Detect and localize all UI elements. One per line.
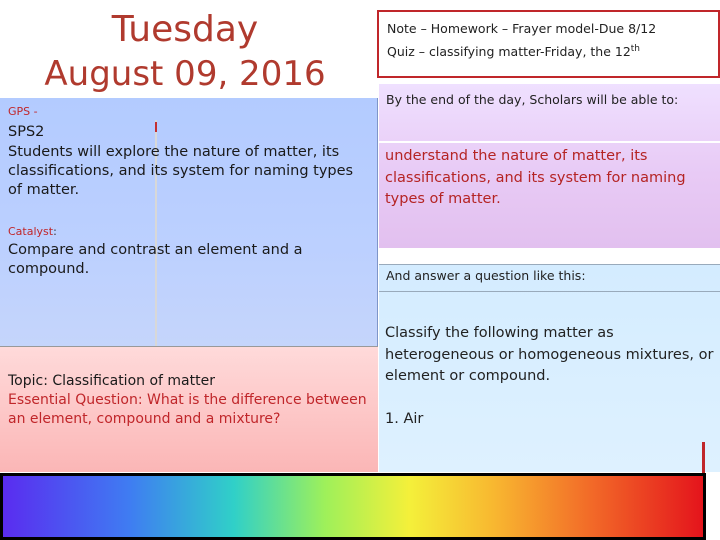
- question-intro-rule: [379, 291, 720, 292]
- quiz-note-line: [387, 39, 710, 62]
- quiz-note-text: Quiz – classifying matter-Friday, the 12: [387, 44, 631, 60]
- essential-question: Essential Question: What is the difference between an element, compound and a mixture?: [8, 392, 367, 427]
- date-full: August 09, 2016: [44, 54, 326, 94]
- date-heading: [40, 8, 330, 96]
- rainbow-gradient-bar: [0, 473, 706, 540]
- standard-code: SPS2: [8, 124, 45, 140]
- red-tick-mark: [155, 122, 157, 132]
- topic-text: Topic: Classification of matter: [8, 373, 215, 389]
- objective-text: understand the nature of matter, its classifications, and its system for naming types of matter.: [385, 148, 686, 207]
- standard-text: Students will explore the nature of matter, its classifications, and its system for naming types of matter.: [8, 144, 354, 198]
- assessment-item: 1. Air: [385, 411, 424, 427]
- objective-intro: By the end of the day, Scholars will be able to:: [386, 92, 679, 107]
- catalyst-label: [8, 225, 57, 238]
- objective-divider: [379, 141, 720, 143]
- homework-note-box: [377, 10, 720, 78]
- gps-label: GPS -: [8, 105, 38, 118]
- date-day: Tuesday: [111, 9, 259, 50]
- assessment-intro: And answer a question like this:: [386, 268, 586, 283]
- homework-note-line: Note – Homework – Frayer model-Due 8/12: [387, 21, 657, 36]
- gps-panel: [0, 98, 378, 346]
- red-vertical-line: [702, 442, 705, 474]
- quiz-note-superscript: th: [630, 44, 641, 54]
- assessment-question: Classify the following matter as heterogeneous or homogeneous mixtures, or element or compound.: [385, 325, 714, 384]
- catalyst-label-text: Catalyst: [8, 225, 54, 238]
- catalyst-colon: :: [53, 225, 57, 238]
- catalyst-text: Compare and contrast an element and a compound.: [8, 242, 303, 277]
- question-top-rule: [379, 264, 720, 265]
